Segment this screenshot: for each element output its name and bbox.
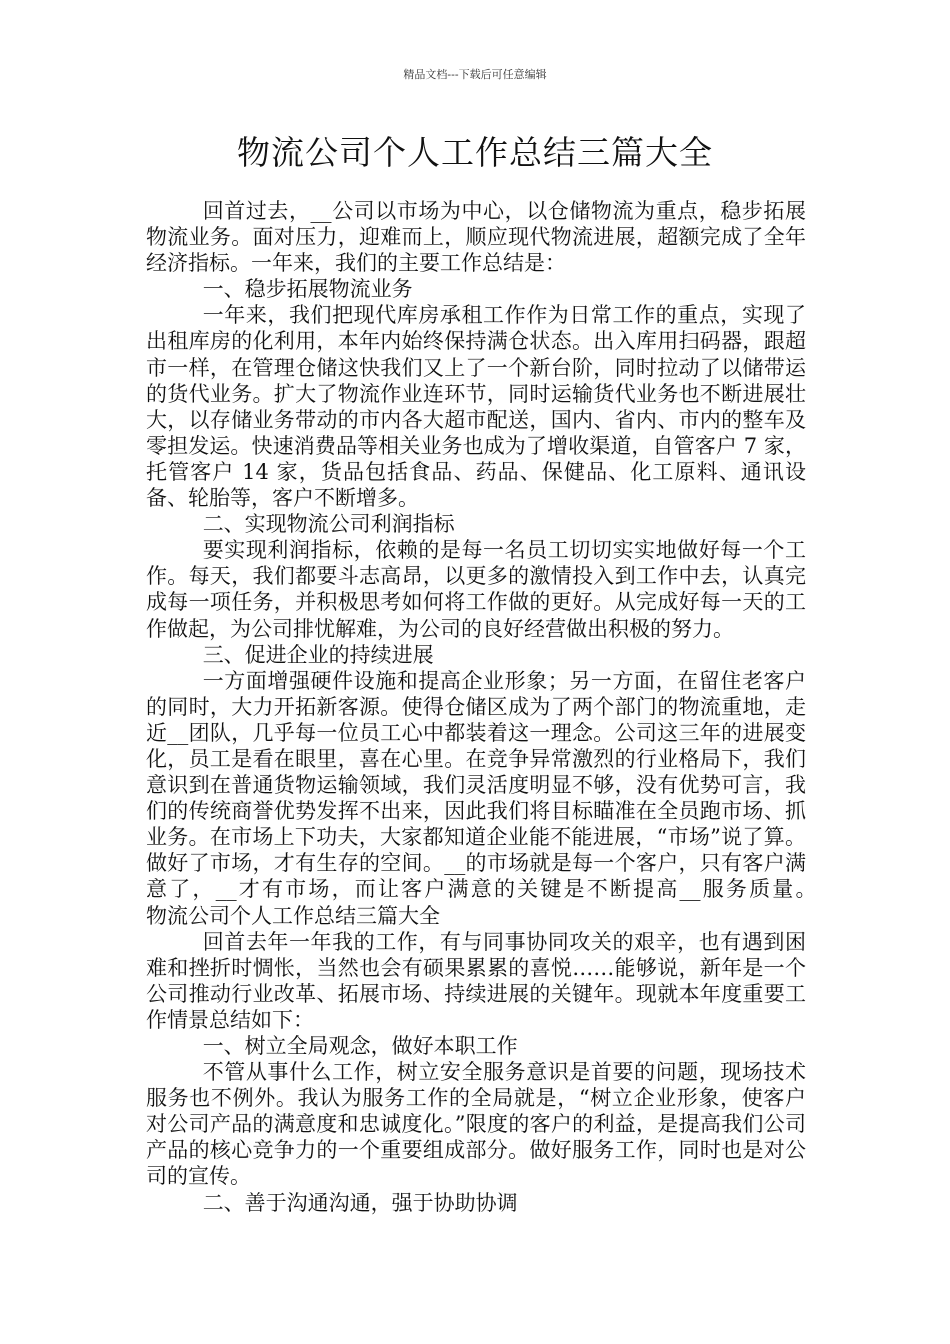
paragraph-intro: 回首过去，__公司以市场为中心，以仓储物流为重点，稳步拓展物流业务。面对压力，迎难而上，顺应现代物流进展，超额完成了全年经济指标。一年来，我们的主要工作总结是： bbox=[146, 199, 806, 276]
paragraph-section-2: 要实现利润指标，依赖的是每一名员工切切实实地做好每一个工作。每天，我们都要斗志高昂，以更多的激情投入到工作中去，认真完成每一项任务，并积极思考如何将工作做的更好。从完成好每一天的工作做起，为公司排忧解难，为公司的良好经营做出积极的努力。 bbox=[146, 538, 806, 641]
paragraph-second-section-1: 不管从事什么工作，树立安全服务意识是首要的问题，现场技术服务也不例外。我认为服务工作的全局就是，“树立企业形象，使客户对公司产品的满意度和忠诚度化。”限度的客户的利益，是提高我们公司产品的核心竞争力的一个重要组成部分。做好服务工作，同时也是对公司的宣传。 bbox=[146, 1060, 806, 1189]
section-heading-second-2: 二、善于沟通沟通，强于协助协调 bbox=[202, 1190, 518, 1215]
section-heading-1: 一、稳步拓展物流业务 bbox=[202, 277, 413, 302]
section-heading-second-1: 一、树立全局观念，做好本职工作 bbox=[202, 1034, 518, 1058]
paragraph-section-3: 一方面增强硬件设施和提高企业形象；另一方面，在留住老客户的同时，大力开拓新客源。使得仓储区成为了两个部门的物流重地，走近__团队，几乎每一位员工心中都装着这一理念。公司这三年的进展变化，员工是看在眼里，喜在心里。在竞争异常激烈的行业格局下，我们意识到在普通货物运输领域，我们灵活度明显不够，没有优势可言，我们的传统商誉优势发挥不出来，因此我们将目标瞄准在全员跑市场、抓业务。在市场上下功夫，大家都知道企业能不能进展，“市场”说了算。做好了市场，才有生存的空间。__的市场就是每一个客户，只有客户满意了，__才有市场，而让客户满意的关键是不断提高__服务质量。 物流公司个人工作总结三篇大全 bbox=[146, 668, 848, 928]
document-body bbox=[146, 198, 848, 1216]
section-heading-3: 三、促进企业的持续进展 bbox=[202, 642, 434, 667]
section-heading-2: 二、实现物流公司利润指标 bbox=[202, 512, 455, 537]
document-title: 物流公司个人工作总结三篇大全 bbox=[237, 133, 713, 172]
paragraph-second-summary-intro: 回首去年一年我的工作，有与同事协同攻关的艰辛，也有遇到困难和挫折时惆怅，当然也会有硕果累累的喜悦……能够说，新年是一个公司推动行业改革、拓展市场、持续进展的关键年。现就本年度重要工作情景总结如下： bbox=[146, 929, 806, 1032]
page-header-note: 精品文档---下载后可任意编辑 bbox=[403, 68, 547, 81]
paragraph-section-1: 一年来，我们把现代库房承租工作作为日常工作的重点，实现了出租库房的化利用，本年内始终保持满仓状态。出入库用扫码器，跟超市一样，在管理仓储这快我们又上了一个新台阶，同时拉动了以储带运的货代业务。扩大了物流作业连环节，同时运输货代业务也不断进展壮大，以存储业务带动的市内各大超市配送，国内、省内、市内的整车及零担发运。快速消费品等相关业务也成为了增收渠道，自管客户 7 家，托管客户 14 家，货品包括食品、药品、保健品、化工原料、通讯设备、轮胎等，客户不断增多。 bbox=[146, 303, 806, 511]
